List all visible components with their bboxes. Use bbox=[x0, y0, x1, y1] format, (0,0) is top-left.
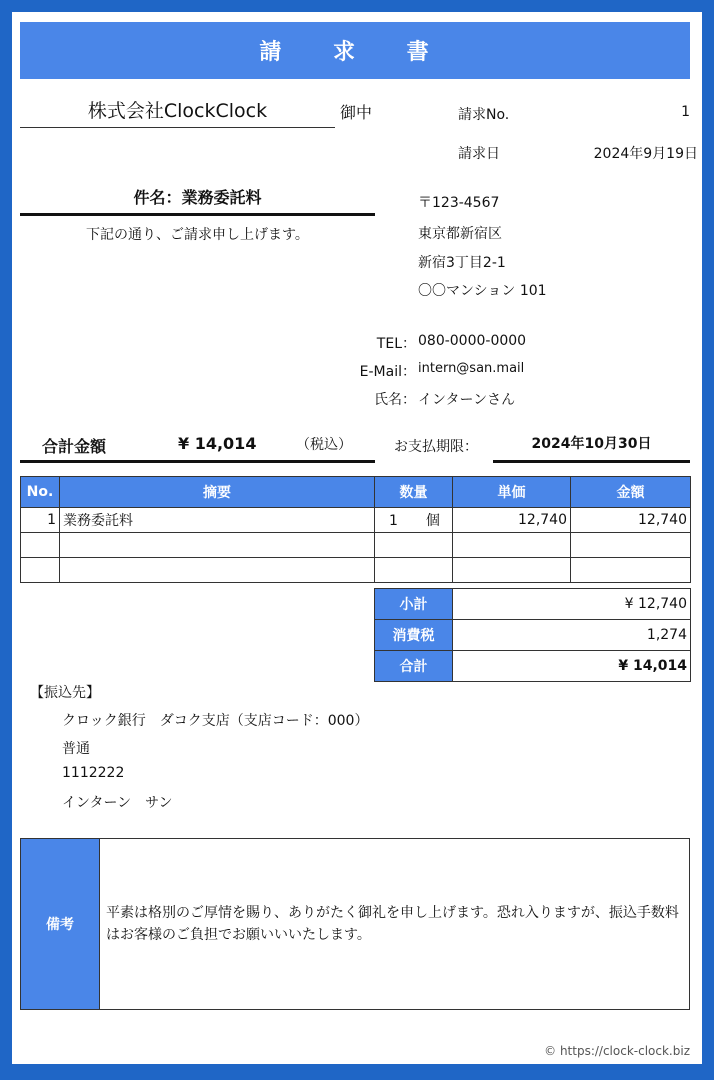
empty-cell bbox=[21, 533, 60, 558]
column-header-unit-price: 単価 bbox=[453, 477, 571, 508]
column-header-quantity: 数量 bbox=[375, 477, 453, 508]
empty-cell bbox=[60, 558, 375, 583]
summary-table bbox=[374, 588, 691, 682]
empty-cell bbox=[453, 533, 571, 558]
issuer-address-1: 東京都新宿区 bbox=[418, 226, 502, 242]
empty-cell bbox=[571, 533, 691, 558]
issuer-address-3: 〇〇マンション 101 bbox=[418, 283, 547, 299]
issuer-tel: 080-0000-0000 bbox=[418, 333, 527, 349]
total-amount-box bbox=[20, 432, 375, 463]
invoice-greeting: 下記の通り、ご請求申し上げます。 bbox=[86, 227, 309, 243]
item-unit-price: 12,740 bbox=[453, 508, 571, 533]
issuer-address-2: 新宿3丁目2-1 bbox=[418, 255, 506, 271]
empty-cell bbox=[375, 533, 453, 558]
issuer-tel-label: TEL： bbox=[376, 336, 416, 352]
issuer-email-label: E-Mail： bbox=[359, 364, 416, 380]
item-amount: 12,740 bbox=[571, 508, 691, 533]
invoice-date-label: 請求日 bbox=[458, 146, 500, 162]
client-honorific: 御中 bbox=[340, 103, 373, 122]
summary-row-subtotal bbox=[375, 589, 691, 620]
item-no: 1 bbox=[21, 508, 60, 533]
empty-cell bbox=[375, 558, 453, 583]
invoice-title: 請 求 書 bbox=[20, 22, 690, 79]
table-row bbox=[21, 558, 691, 583]
summary-row-tax bbox=[375, 620, 691, 651]
summary-total-value: ¥ 14,014 bbox=[453, 651, 691, 682]
notes-label: 備考 bbox=[21, 839, 100, 1009]
summary-total-label: 合計 bbox=[375, 651, 453, 682]
empty-cell bbox=[21, 558, 60, 583]
total-amount-label: 合計金額 bbox=[42, 437, 107, 456]
issuer-email: intern@san.mail bbox=[418, 361, 525, 376]
notes-box bbox=[20, 838, 690, 1010]
notes-text: 平素は格別のご厚情を賜り、ありがたく御礼を申し上げます。恐れ入りますが、振込手数料はお客様のご負担でお願いいいたします。 bbox=[106, 905, 679, 943]
bank-account-number: 1112222 bbox=[62, 765, 125, 781]
item-quantity: 1 個 bbox=[375, 508, 453, 533]
due-date-label: お支払期限： bbox=[394, 439, 478, 455]
subtotal-value: ¥ 12,740 bbox=[453, 589, 691, 620]
issuer-name-label: 氏名： bbox=[374, 392, 416, 408]
empty-cell bbox=[453, 558, 571, 583]
invoice-no-label: 請求No. bbox=[458, 107, 510, 123]
summary-row-total bbox=[375, 651, 691, 682]
bank-name: クロック銀行 ダコク支店（支店コード：000） bbox=[62, 713, 369, 729]
tax-label: 消費税 bbox=[375, 620, 453, 651]
empty-cell bbox=[60, 533, 375, 558]
items-table bbox=[20, 476, 691, 583]
table-row bbox=[21, 533, 691, 558]
invoice-subject: 件名：業務委託料 bbox=[20, 185, 375, 216]
items-table-header bbox=[21, 477, 691, 508]
item-description: 業務委託料 bbox=[60, 508, 375, 533]
column-header-description: 摘要 bbox=[60, 477, 375, 508]
invoice-date-value: 2024年9月19日 bbox=[593, 146, 698, 162]
issuer-name: インターンさん bbox=[418, 392, 516, 408]
invoice-no-value: 1 bbox=[681, 104, 690, 120]
bank-account-type: 普通 bbox=[62, 741, 90, 757]
footer-credit: © https://clock-clock.biz bbox=[544, 1044, 690, 1058]
column-header-amount: 金額 bbox=[571, 477, 691, 508]
tax-value: 1,274 bbox=[453, 620, 691, 651]
invoice-sheet bbox=[12, 12, 702, 1064]
column-header-no: No. bbox=[21, 477, 60, 508]
total-amount-value: ¥ 14,014 bbox=[178, 434, 257, 453]
due-date-value: 2024年10月30日 bbox=[493, 432, 690, 463]
bank-account-holder: インターン サン bbox=[62, 795, 173, 811]
issuer-postal: 〒123-4567 bbox=[418, 195, 500, 211]
table-row bbox=[21, 508, 691, 533]
subtotal-label: 小計 bbox=[375, 589, 453, 620]
client-name: 株式会社ClockClock bbox=[20, 96, 335, 128]
bank-heading: 【振込先】 bbox=[30, 685, 100, 701]
empty-cell bbox=[571, 558, 691, 583]
tax-included-note: （税込） bbox=[296, 437, 352, 453]
